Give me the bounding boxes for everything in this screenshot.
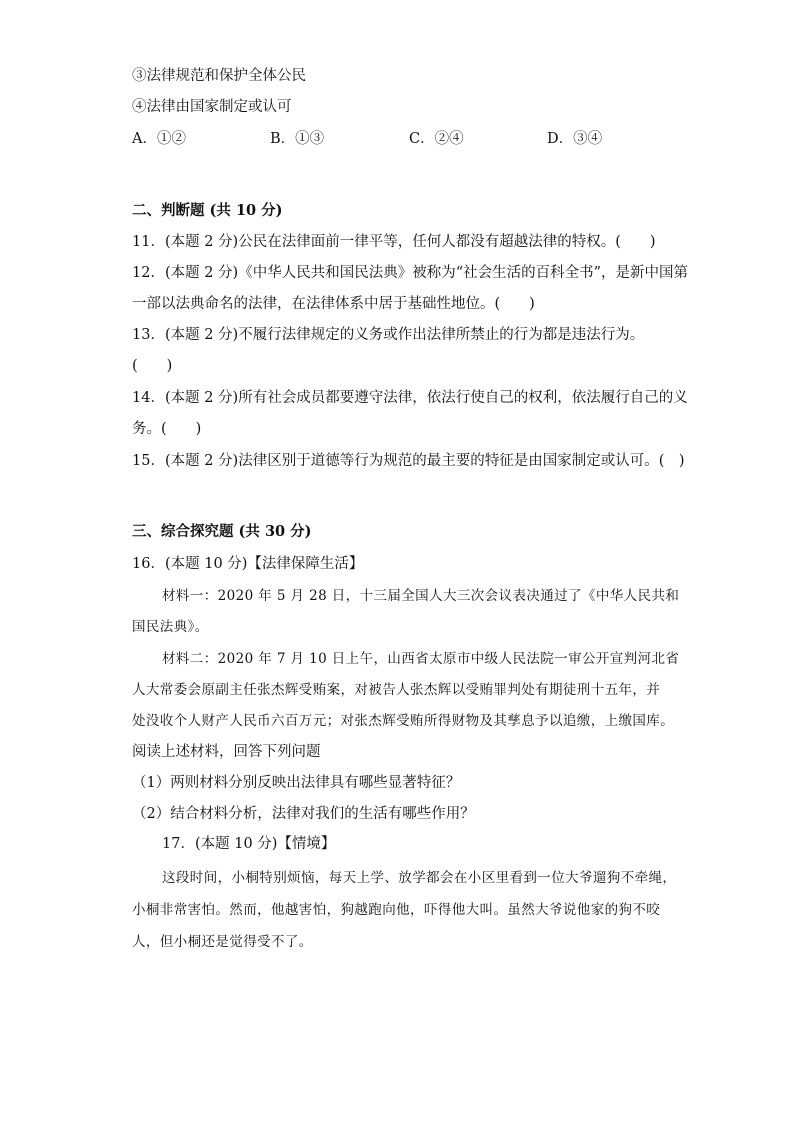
question-16-prompt: 阅读上述材料，回答下列问题	[132, 744, 321, 760]
question-11: 11．(本题 2 分)公民在法律面前一律平等，任何人都没有超越法律的特权。( )	[132, 234, 656, 250]
question-17-title: 17．(本题 10 分)【情境】	[162, 836, 336, 852]
q10-item-3: ③法律规范和保护全体公民	[132, 68, 306, 84]
scenario-line-2: 小桐非常害怕。然而，他越害怕，狗越跑向他，吓得他大叫。虽然大爷说他家的狗不咬	[132, 902, 661, 918]
question-13-cont: ( )	[132, 358, 173, 374]
scenario-line-3: 人，但小桐还是觉得受不了。	[132, 934, 313, 950]
material-2-line-3: 处没收个人财产人民币六百万元；对张杰辉受贿所得财物及其孳息予以追缴，上缴国库。	[132, 713, 675, 729]
option-b: B．①③	[270, 131, 325, 147]
question-14-cont: 务。( )	[132, 421, 202, 437]
option-a: A．①②	[132, 131, 186, 147]
scenario-line-1: 这段时间，小桐特别烦恼，每天上学、放学都会在小区里看到一位大爷遛狗不牵绳，	[162, 870, 677, 886]
material-2-line-2: 人大常委会原副主任张杰辉受贿案，对被告人张杰辉以受贿罪判处有期徒刑十五年，并	[132, 682, 661, 698]
option-d: D．③④	[547, 131, 603, 147]
material-1-line-2: 国民法典》。	[132, 619, 209, 635]
material-1-line-1: 材料一：2020 年 5 月 28 日，十三届全国人大三次会议表决通过了《中华人民共和	[162, 588, 680, 604]
section-heading-judgement: 二、判断题 (共 10 分)	[132, 202, 283, 219]
question-12-cont: 一部以法典命名的法律，在法律体系中居于基础性地位。( )	[132, 296, 535, 312]
option-c: C．②④	[409, 131, 464, 147]
q10-item-4: ④法律由国家制定或认可	[132, 99, 292, 115]
question-16-title: 16．(本题 10 分)【法律保障生活】	[132, 556, 364, 572]
question-16-sub-2: （2）结合材料分析，法律对我们的生活有哪些作用？	[132, 806, 475, 822]
question-13: 13．(本题 2 分)不履行法律规定的义务或作出法律所禁止的行为都是违法行为。	[132, 327, 645, 343]
question-14: 14．(本题 2 分)所有社会成员都要遵守法律，依法行使自己的权利，依法履行自己的义	[132, 390, 688, 406]
material-2-line-1: 材料二：2020 年 7 月 10 日上午，山西省太原市中级人民法院一审公开宣判河北省	[162, 651, 680, 667]
question-16-sub-1: （1）两则材料分别反映出法律具有哪些显著特征？	[132, 775, 461, 791]
question-15: 15．(本题 2 分)法律区别于道德等行为规范的最主要的特征是由国家制定或认可。( )	[132, 453, 685, 469]
section-heading-inquiry: 三、综合探究题 (共 30 分)	[132, 523, 312, 540]
question-12: 12．(本题 2 分)《中华人民共和国民法典》被称为“社会生活的百科全书”，是新中国第	[132, 265, 689, 281]
